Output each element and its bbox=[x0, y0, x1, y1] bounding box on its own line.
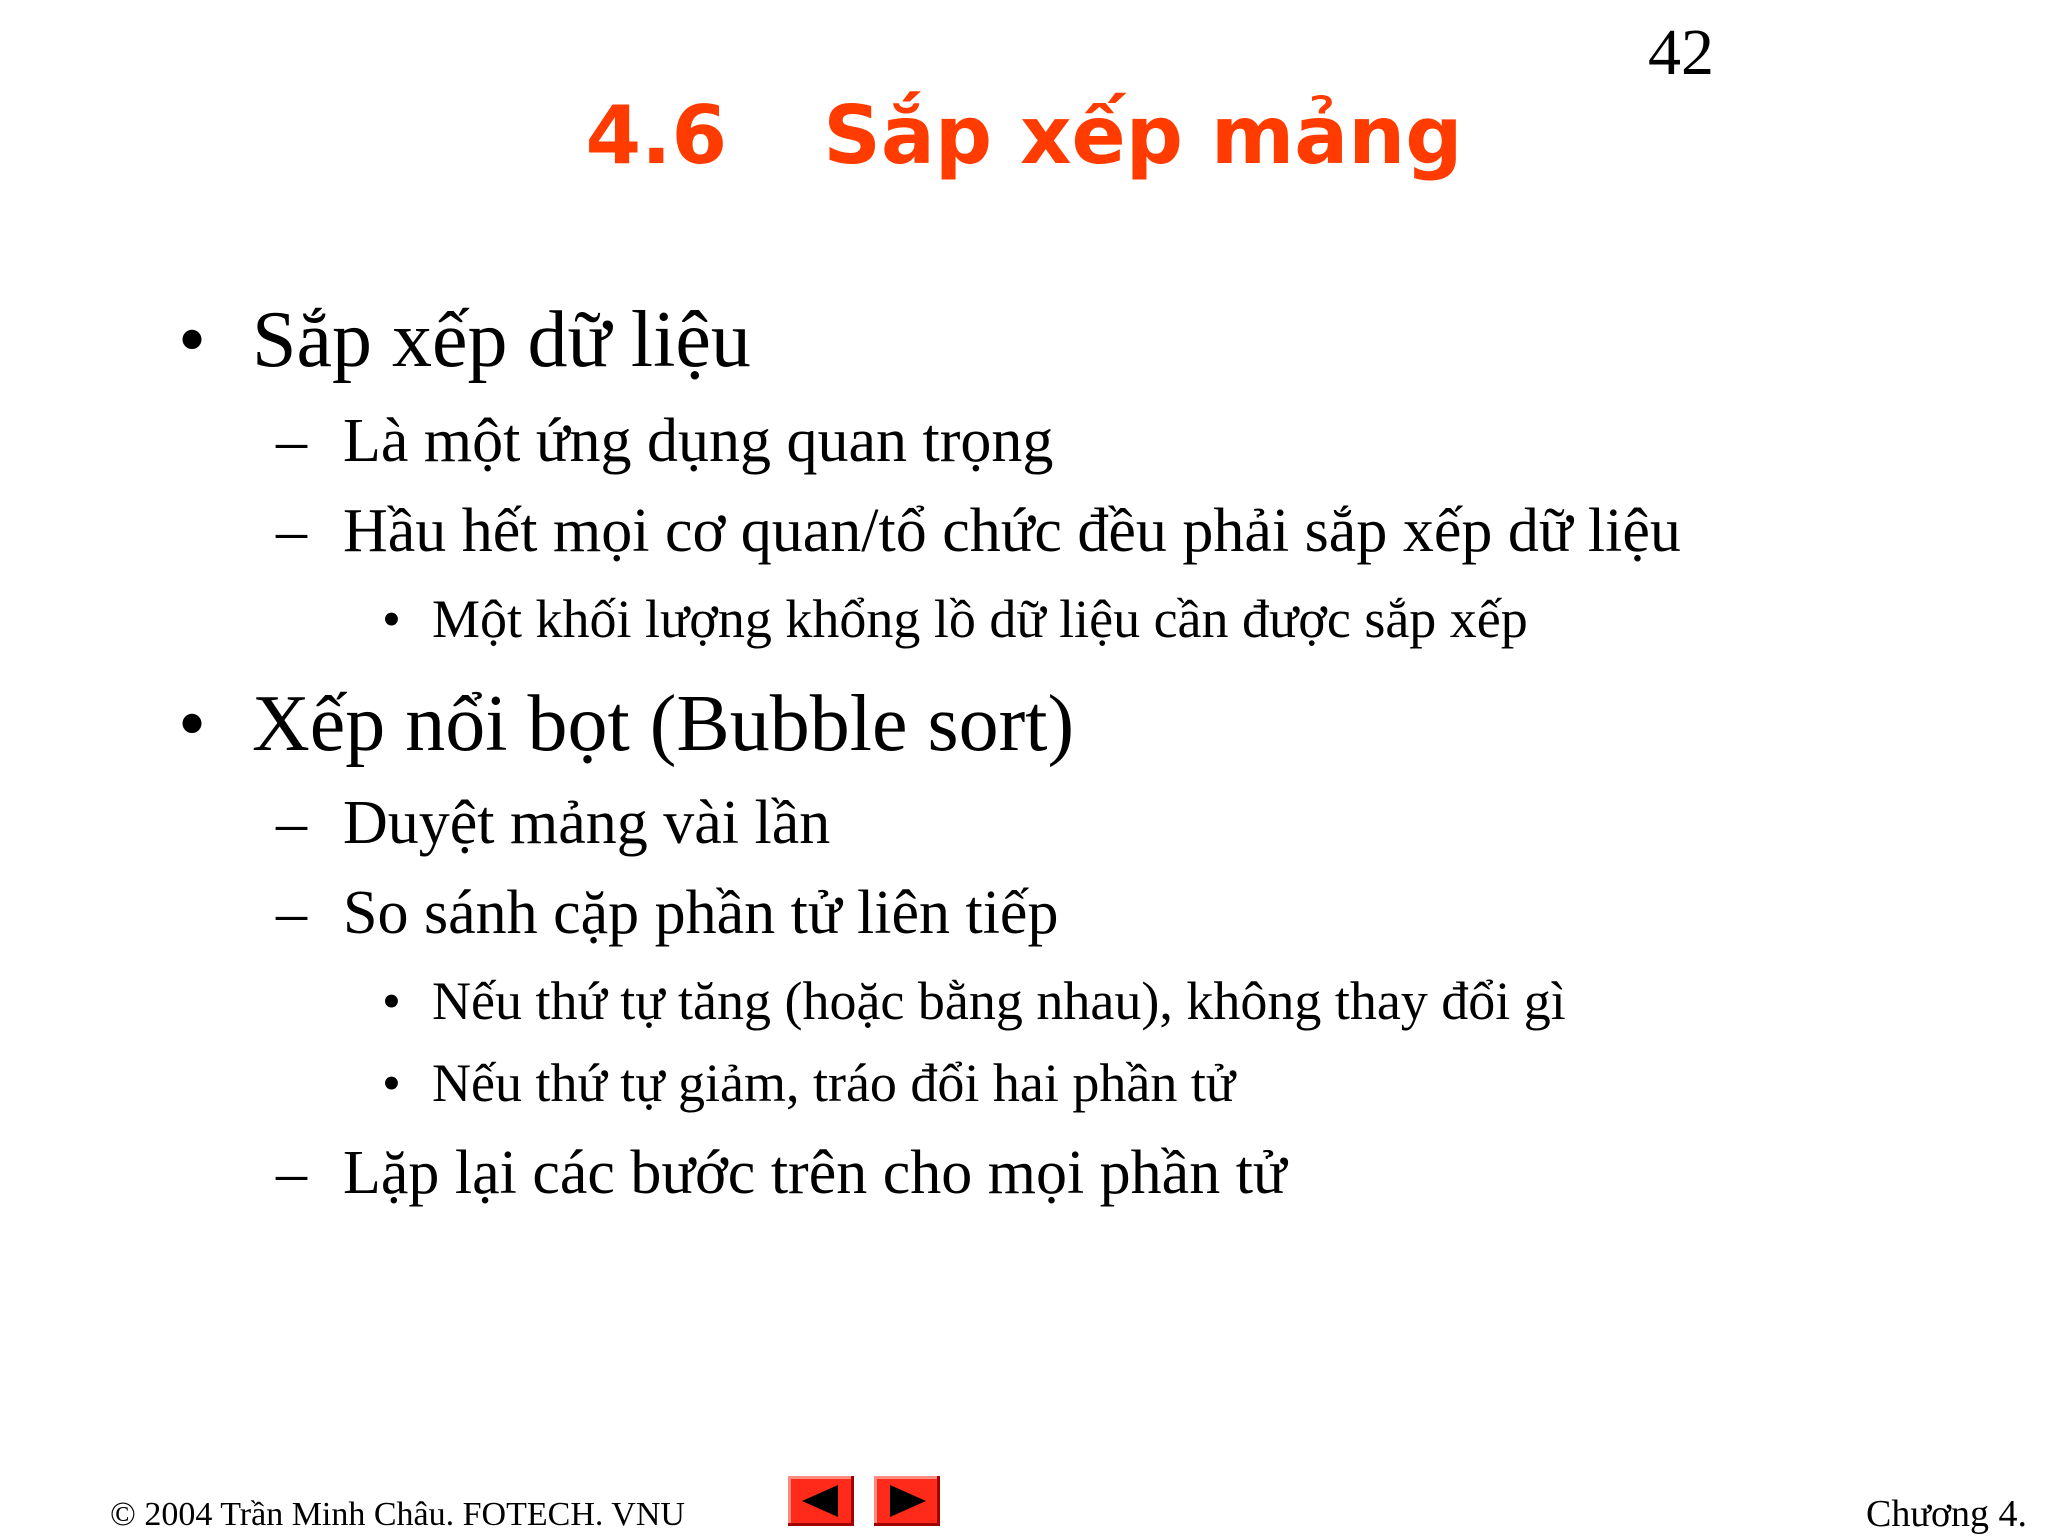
triangle-right-icon bbox=[874, 1476, 940, 1526]
bullet-marker: • bbox=[178, 680, 207, 768]
subbullet-marker: • bbox=[382, 1053, 401, 1113]
section-title: Sắp xếp mảng bbox=[823, 89, 1463, 182]
dash-marker: – bbox=[276, 497, 307, 565]
section-number: 4.6 bbox=[585, 89, 728, 182]
subsub-item: Nếu thứ tự giảm, tráo đổi hai phần tử bbox=[432, 1053, 1236, 1113]
sub-item: Là một ứng dụng quan trọng bbox=[343, 407, 1054, 475]
dash-marker: – bbox=[276, 1139, 307, 1207]
sub-item: So sánh cặp phần tử liên tiếp bbox=[343, 879, 1059, 947]
slide-title bbox=[0, 89, 2048, 182]
next-slide-button[interactable] bbox=[874, 1476, 940, 1526]
dash-marker: – bbox=[276, 879, 307, 947]
sub-item: Lặp lại các bước trên cho mọi phần tử bbox=[343, 1139, 1287, 1207]
dash-marker: – bbox=[276, 789, 307, 857]
sub-item: Hầu hết mọi cơ quan/tổ chức đều phải sắp xếp dữ liệu bbox=[343, 497, 1681, 565]
prev-slide-button[interactable] bbox=[788, 1476, 854, 1526]
subsub-item: Nếu thứ tự tăng (hoặc bằng nhau), không thay đổi gì bbox=[432, 971, 1566, 1031]
footer-chapter: Chương 4. bbox=[1866, 1493, 2028, 1535]
page-number: 42 bbox=[1648, 16, 1714, 89]
bullet-bubble-sort: Xếp nổi bọt (Bubble sort) bbox=[252, 680, 1075, 768]
triangle-left-icon bbox=[788, 1476, 854, 1526]
sub-item: Duyệt mảng vài lần bbox=[343, 789, 831, 857]
subbullet-marker: • bbox=[382, 589, 401, 649]
bullet-marker: • bbox=[178, 296, 207, 384]
bullet-sap-xep-du-lieu: Sắp xếp dữ liệu bbox=[252, 296, 751, 384]
dash-marker: – bbox=[276, 407, 307, 475]
subsub-item: Một khối lượng khổng lồ dữ liệu cần được sắp xếp bbox=[432, 589, 1528, 649]
subbullet-marker: • bbox=[382, 971, 401, 1031]
footer-copyright: © 2004 Trần Minh Châu. FOTECH. VNU bbox=[110, 1496, 685, 1533]
